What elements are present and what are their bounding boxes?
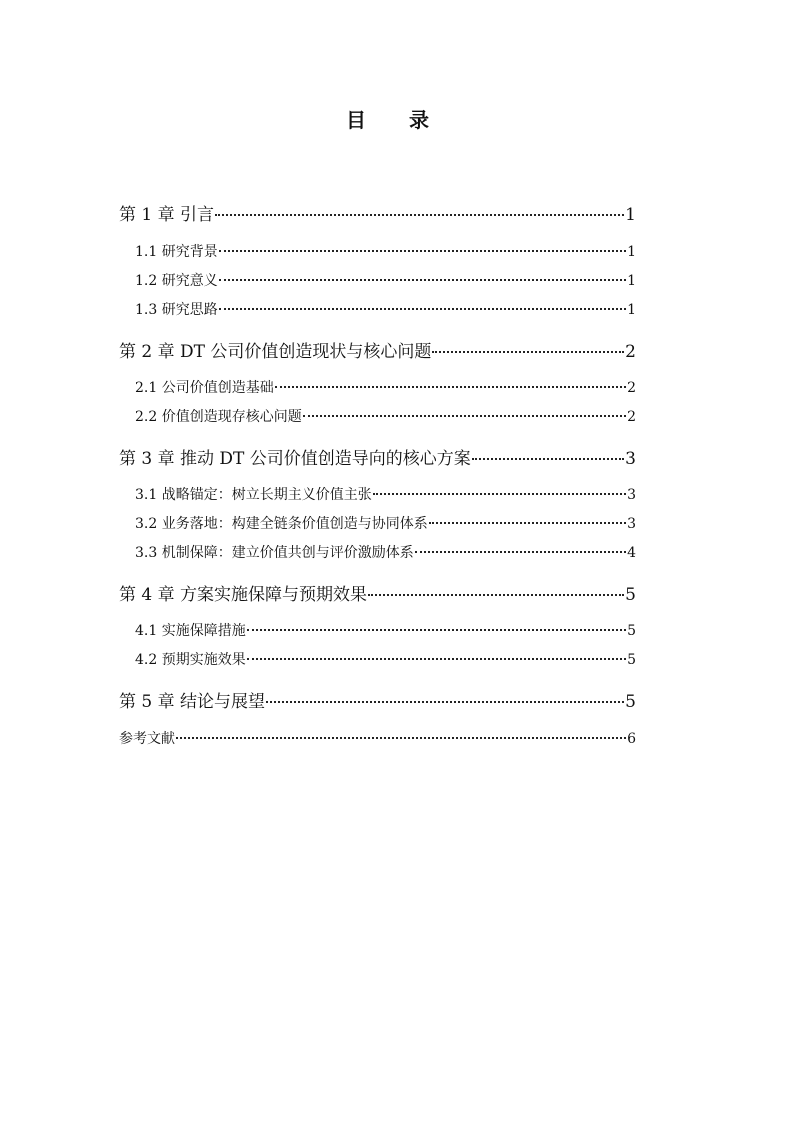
dot-leader <box>247 629 626 631</box>
toc-entry-section-3-1[interactable] <box>119 484 636 504</box>
toc-entry-page: 5 <box>627 623 636 639</box>
toc-entry-label: 4.2 预期实施效果 <box>135 652 246 668</box>
toc-entry-chapter-5[interactable] <box>119 687 636 712</box>
dot-leader <box>219 279 626 281</box>
toc-entry-page: 1 <box>627 244 636 260</box>
dot-leader <box>368 594 624 596</box>
toc-entry-page: 5 <box>627 652 636 668</box>
toc-entry-label: 第 1 章 引言 <box>119 205 215 225</box>
toc-entry-label: 第 4 章 方案实施保障与预期效果 <box>119 585 368 605</box>
toc-entry-page: 3 <box>625 449 636 469</box>
dot-leader <box>219 250 626 252</box>
toc-entry-page: 2 <box>625 342 636 362</box>
toc-entry-chapter-4[interactable] <box>119 580 636 605</box>
toc-entry-references[interactable] <box>119 728 636 748</box>
toc-entry-page: 6 <box>627 731 636 747</box>
dot-leader <box>275 386 626 388</box>
dot-leader <box>432 351 624 353</box>
toc-entry-page: 3 <box>627 487 636 503</box>
toc-entry-chapter-3[interactable] <box>119 444 636 469</box>
toc-entry-label: 第 5 章 结论与展望 <box>119 692 266 712</box>
toc-entry-page: 3 <box>627 516 636 532</box>
toc-entry-section-1-3[interactable] <box>119 299 636 319</box>
dot-leader <box>429 522 626 524</box>
dot-leader <box>373 493 626 495</box>
dot-leader <box>247 658 626 660</box>
toc-entry-label: 3.2 业务落地：构建全链条价值创造与协同体系 <box>135 516 428 532</box>
toc-entry-section-3-2[interactable] <box>119 513 636 533</box>
dot-leader <box>303 415 626 417</box>
dot-leader <box>219 308 626 310</box>
toc-entry-page: 1 <box>625 205 636 225</box>
dot-leader <box>472 458 624 460</box>
toc-entry-chapter-1[interactable] <box>119 200 636 225</box>
toc-entry-section-3-3[interactable] <box>119 542 636 562</box>
dot-leader <box>176 737 626 739</box>
toc-entry-label: 参考文献 <box>119 731 175 747</box>
toc-entry-page: 5 <box>625 585 636 605</box>
toc-entry-page: 1 <box>627 273 636 289</box>
toc-entry-section-2-1[interactable] <box>119 377 636 397</box>
toc-entry-page: 2 <box>627 409 636 425</box>
toc-entry-page: 5 <box>625 692 636 712</box>
toc-entry-label: 2.1 公司价值创造基础 <box>135 380 274 396</box>
toc-entry-label: 1.2 研究意义 <box>135 273 218 289</box>
toc-entry-section-1-1[interactable] <box>119 241 636 261</box>
toc-entry-label: 1.3 研究思路 <box>135 302 218 318</box>
toc-entry-section-4-1[interactable] <box>119 620 636 640</box>
toc-entry-label: 2.2 价值创造现存核心问题 <box>135 409 302 425</box>
toc-entry-label: 第 3 章 推动 DT 公司价值创造导向的核心方案 <box>119 449 471 469</box>
toc-entry-label: 3.1 战略锚定：树立长期主义价值主张 <box>135 487 372 503</box>
page-title: 目 录 <box>346 108 447 132</box>
toc-entry-label: 1.1 研究背景 <box>135 244 218 260</box>
toc-entry-section-2-2[interactable] <box>119 406 636 426</box>
toc-entry-section-4-2[interactable] <box>119 649 636 669</box>
toc-entry-label: 3.3 机制保障：建立价值共创与评价激励体系 <box>135 545 414 561</box>
toc-entry-section-1-2[interactable] <box>119 270 636 290</box>
dot-leader <box>266 701 624 703</box>
toc-entry-label: 第 2 章 DT 公司价值创造现状与核心问题 <box>119 342 432 362</box>
dot-leader <box>415 551 626 553</box>
toc-entry-chapter-2[interactable] <box>119 337 636 362</box>
toc-entry-page: 2 <box>627 380 636 396</box>
dot-leader <box>215 214 624 216</box>
toc-entry-page: 4 <box>627 545 636 561</box>
toc-entry-label: 4.1 实施保障措施 <box>135 623 246 639</box>
toc-entry-page: 1 <box>627 302 636 318</box>
